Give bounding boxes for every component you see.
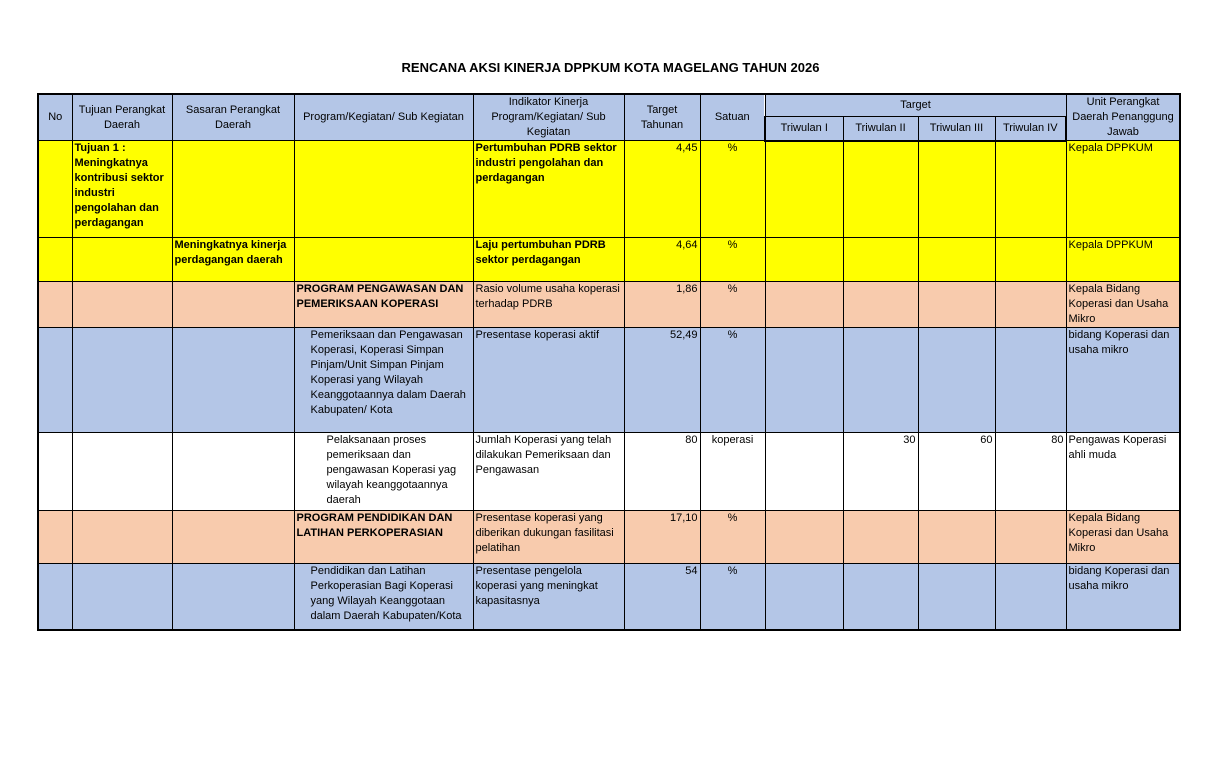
cell-satuan: % xyxy=(700,564,765,630)
header-triwulan-1: Triwulan I xyxy=(765,116,843,140)
cell-tw1 xyxy=(765,328,843,433)
cell-tujuan: Tujuan 1 : Meningkatnya kontribusi sektor industri pengolahan dan perdagangan xyxy=(72,141,172,238)
cell-tw3: 60 xyxy=(918,433,995,511)
cell-tw1 xyxy=(765,282,843,328)
cell-satuan: koperasi xyxy=(700,433,765,511)
cell-target: 4,45 xyxy=(624,141,700,238)
cell-program xyxy=(294,141,473,238)
cell-sasaran xyxy=(172,282,294,328)
header-program: Program/Kegiatan/ Sub Kegiatan xyxy=(294,94,473,141)
cell-unit: Kepala DPPKUM xyxy=(1066,141,1180,238)
cell-tw3 xyxy=(918,141,995,238)
cell-tw4 xyxy=(995,141,1066,238)
cell-tw3 xyxy=(918,564,995,630)
cell-program xyxy=(294,238,473,282)
cell-satuan: % xyxy=(700,238,765,282)
cell-tw2 xyxy=(843,328,918,433)
cell-sasaran xyxy=(172,511,294,564)
cell-satuan: % xyxy=(700,282,765,328)
header-target-tahunan: Target Tahunan xyxy=(624,94,700,141)
cell-no xyxy=(38,433,72,511)
cell-target: 17,10 xyxy=(624,511,700,564)
cell-tw2 xyxy=(843,511,918,564)
cell-tw1 xyxy=(765,433,843,511)
header-triwulan-2: Triwulan II xyxy=(843,116,918,140)
header-indikator: Indikator Kinerja Program/Kegiatan/ Sub Kegiatan xyxy=(473,94,624,141)
cell-tw4 xyxy=(995,511,1066,564)
cell-tw3 xyxy=(918,328,995,433)
cell-sasaran xyxy=(172,564,294,630)
cell-tw2 xyxy=(843,238,918,282)
cell-no xyxy=(38,238,72,282)
cell-tujuan xyxy=(72,282,172,328)
cell-unit: bidang Koperasi dan usaha mikro xyxy=(1066,328,1180,433)
cell-target: 54 xyxy=(624,564,700,630)
cell-program: Pemeriksaan dan Pengawasan Koperasi, Koperasi Simpan Pinjam/Unit Simpan Pinjam Koperasi yang Wilayah Keanggotaannya dalam Daerah Kabupaten/ Kota xyxy=(294,328,473,433)
table-row xyxy=(38,141,1180,238)
table-row xyxy=(38,238,1180,282)
cell-tw3 xyxy=(918,511,995,564)
cell-no xyxy=(38,564,72,630)
action-plan-table xyxy=(37,93,1181,631)
cell-target: 52,49 xyxy=(624,328,700,433)
cell-indikator: Presentase koperasi yang diberikan dukungan fasilitasi pelatihan xyxy=(473,511,624,564)
cell-satuan: % xyxy=(700,141,765,238)
header-triwulan-4: Triwulan IV xyxy=(995,116,1066,140)
cell-tw2 xyxy=(843,141,918,238)
table-row xyxy=(38,328,1180,433)
cell-tw2 xyxy=(843,564,918,630)
cell-tw3 xyxy=(918,282,995,328)
cell-program: PROGRAM PENGAWASAN DAN PEMERIKSAAN KOPERASI xyxy=(294,282,473,328)
cell-unit: Kepala DPPKUM xyxy=(1066,238,1180,282)
table-row xyxy=(38,282,1180,328)
cell-no xyxy=(38,328,72,433)
header-satuan: Satuan xyxy=(700,94,765,141)
header-sasaran: Sasaran Perangkat Daerah xyxy=(172,94,294,141)
cell-indikator: Pertumbuhan PDRB sektor industri pengolahan dan perdagangan xyxy=(473,141,624,238)
cell-tw1 xyxy=(765,238,843,282)
cell-tujuan xyxy=(72,564,172,630)
table-row xyxy=(38,564,1180,630)
cell-tw4 xyxy=(995,282,1066,328)
table-row xyxy=(38,511,1180,564)
cell-indikator: Presentase koperasi aktif xyxy=(473,328,624,433)
cell-target: 4,64 xyxy=(624,238,700,282)
header-tujuan: Tujuan Perangkat Daerah xyxy=(72,94,172,141)
header-no: No xyxy=(38,94,72,141)
cell-unit: bidang Koperasi dan usaha mikro xyxy=(1066,564,1180,630)
cell-tw4: 80 xyxy=(995,433,1066,511)
cell-tw1 xyxy=(765,564,843,630)
cell-satuan: % xyxy=(700,328,765,433)
cell-tw2 xyxy=(843,282,918,328)
cell-program: Pelaksanaan proses pemeriksaan dan pengawasan Koperasi yag wilayah keanggotaannya daerah xyxy=(294,433,473,511)
cell-tujuan xyxy=(72,433,172,511)
cell-unit: Kepala Bidang Koperasi dan Usaha Mikro xyxy=(1066,282,1180,328)
cell-no xyxy=(38,141,72,238)
cell-sasaran: Meningkatnya kinerja perdagangan daerah xyxy=(172,238,294,282)
cell-sasaran xyxy=(172,141,294,238)
cell-indikator: Rasio volume usaha koperasi terhadap PDRB xyxy=(473,282,624,328)
cell-sasaran xyxy=(172,328,294,433)
header-target: Target xyxy=(765,94,1066,116)
page-title: RENCANA AKSI KINERJA DPPKUM KOTA MAGELANG TAHUN 2026 xyxy=(401,60,820,75)
cell-tw2: 30 xyxy=(843,433,918,511)
cell-program: Pendidikan dan Latihan Perkoperasian Bagi Koperasi yang Wilayah Keanggotaan dalam Daerah Kabupaten/Kota xyxy=(294,564,473,630)
cell-target: 1,86 xyxy=(624,282,700,328)
cell-tujuan xyxy=(72,238,172,282)
cell-tujuan xyxy=(72,511,172,564)
cell-no xyxy=(38,511,72,564)
table-row xyxy=(38,433,1180,511)
cell-tw4 xyxy=(995,238,1066,282)
header-unit: Unit Perangkat Daerah Penanggung Jawab xyxy=(1066,94,1180,141)
cell-tw4 xyxy=(995,328,1066,433)
cell-unit: Pengawas Koperasi ahli muda xyxy=(1066,433,1180,511)
cell-tw3 xyxy=(918,238,995,282)
cell-tw4 xyxy=(995,564,1066,630)
cell-tujuan xyxy=(72,328,172,433)
cell-indikator: Laju pertumbuhan PDRB sektor perdagangan xyxy=(473,238,624,282)
cell-program: PROGRAM PENDIDIKAN DAN LATIHAN PERKOPERASIAN xyxy=(294,511,473,564)
cell-sasaran xyxy=(172,433,294,511)
cell-indikator: Presentase pengelola koperasi yang meningkat kapasitasnya xyxy=(473,564,624,630)
cell-no xyxy=(38,282,72,328)
cell-indikator: Jumlah Koperasi yang telah dilakukan Pemeriksaan dan Pengawasan xyxy=(473,433,624,511)
cell-unit: Kepala Bidang Koperasi dan Usaha Mikro xyxy=(1066,511,1180,564)
cell-satuan: % xyxy=(700,511,765,564)
header-triwulan-3: Triwulan III xyxy=(918,116,995,140)
cell-target: 80 xyxy=(624,433,700,511)
cell-tw1 xyxy=(765,511,843,564)
cell-tw1 xyxy=(765,141,843,238)
